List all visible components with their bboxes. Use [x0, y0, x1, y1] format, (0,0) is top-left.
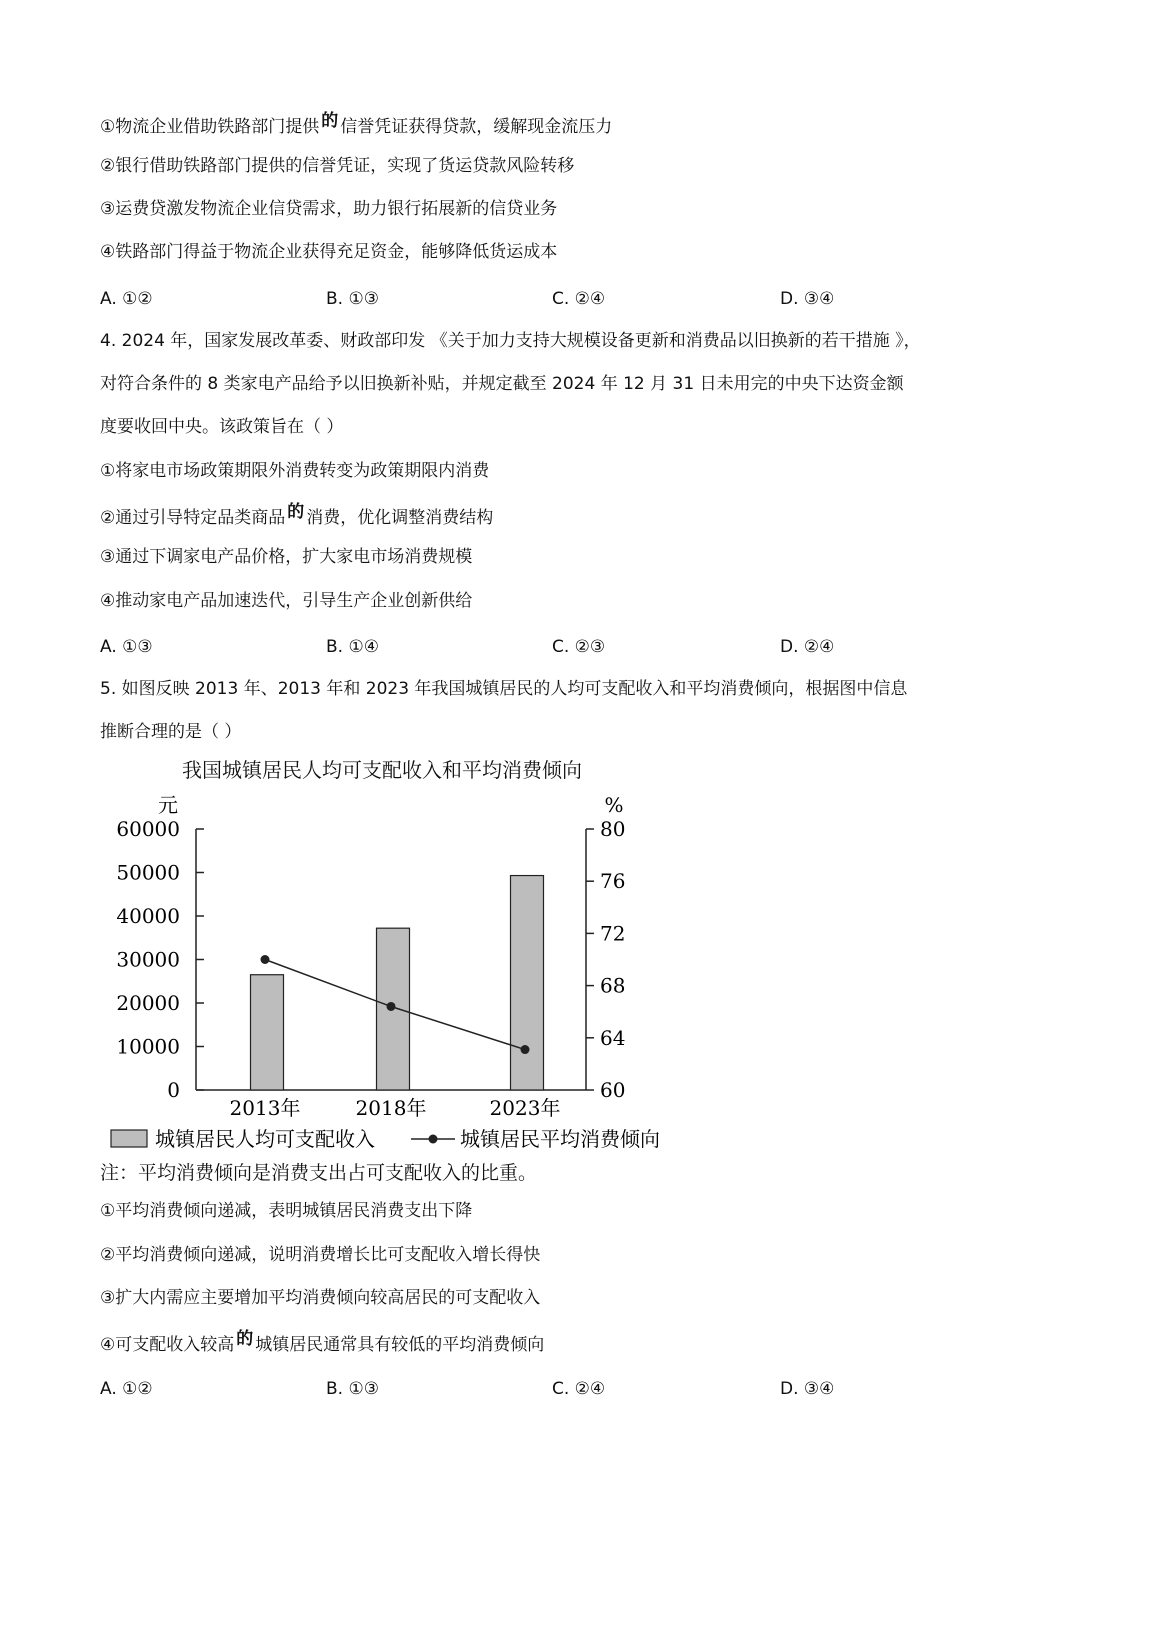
q4-stem-line3: 度要收回中央。该政策旨在（ ） [100, 417, 344, 437]
left-axis-unit: 元 [158, 793, 178, 817]
q5-statement-3: ③扩大内需应主要增加平均消费倾向较高居民的可支配收入 [100, 1288, 541, 1308]
q4-stem-line2: 对符合条件的 8 类家电产品给予以旧换新补贴，并规定截至 2024 年 12 月 31 日未用完的中央下达资金额 [100, 374, 904, 394]
q5-option-a[interactable]: A. ①② [100, 1379, 153, 1399]
chart-title: 我国城镇居民人均可支配收入和平均消费倾向 [182, 758, 582, 782]
legend-bar-label: 城镇居民人均可支配收入 [155, 1127, 375, 1151]
right-axis-tick-label: 60 [600, 1078, 626, 1102]
consumption-point [387, 1002, 396, 1011]
q5-statement-4: ④可支配收入较高 的 城镇居民通常具有较低的平均消费倾向 [100, 1329, 545, 1355]
left-axis-tick-label: 50000 [116, 860, 180, 885]
q5-option-b[interactable]: B. ①③ [326, 1379, 379, 1399]
legend-line-label: 城镇居民平均消费倾向 [460, 1127, 660, 1151]
q5-option-c[interactable]: C. ②④ [552, 1379, 606, 1399]
q3-statement-3: ③运费贷激发物流企业信贷需求，助力银行拓展新的信贷业务 [100, 199, 558, 219]
q5-statement-2: ②平均消费倾向递减，说明消费增长比可支配收入增长得快 [100, 1245, 541, 1265]
q4-option-d[interactable]: D. ②④ [780, 637, 835, 657]
q3-statement-4: ④铁路部门得益于物流企业获得充足资金，能够降低货运成本 [100, 242, 558, 262]
q4-statement-2: ②通过引导特定品类商品 的 消费，优化调整消费结构 [100, 502, 494, 528]
left-axis-tick-label: 60000 [116, 817, 180, 841]
q4-statement-1: ①将家电市场政策期限外消费转变为政策期限内消费 [100, 461, 490, 481]
q3-statement-2: ②银行借助铁路部门提供的信誉凭证，实现了货运贷款风险转移 [100, 156, 575, 176]
q5-statement-1: ①平均消费倾向递减，表明城镇居民消费支出下降 [100, 1201, 473, 1221]
left-axis-tick-label: 40000 [116, 904, 180, 928]
income-bar [251, 975, 284, 1090]
q4-option-c[interactable]: C. ②③ [552, 637, 606, 657]
q4-option-a[interactable]: A. ①③ [100, 637, 153, 657]
chart-note: 注：平均消费倾向是消费支出占可支配收入的比重。 [100, 1162, 538, 1184]
right-axis-tick-label: 64 [600, 1025, 626, 1050]
q3-option-c[interactable]: C. ②④ [552, 289, 606, 309]
consumption-point [521, 1045, 530, 1054]
chart-legend [111, 1127, 660, 1151]
income-consumption-chart [0, 780, 720, 1160]
bar-series [251, 876, 544, 1090]
q4-statement-4: ④推动家电产品加速迭代，引导生产企业创新供给 [100, 591, 473, 611]
right-axis-tick-label: 72 [600, 921, 626, 946]
left-axis-tick-label: 10000 [116, 1034, 180, 1059]
x-tick-label: 2018年 [355, 1096, 427, 1120]
right-axis-unit: % [604, 793, 624, 817]
left-axis-tick-label: 30000 [116, 947, 180, 972]
legend-bar-swatch [111, 1130, 147, 1147]
q4-option-b[interactable]: B. ①④ [326, 637, 379, 657]
x-tick-label: 2013年 [229, 1096, 301, 1120]
q3-statement-1: ①物流企业借助铁路部门提供 的 信誉凭证获得贷款，缓解现金流压力 [100, 111, 613, 137]
right-axis-tick-label: 76 [600, 869, 626, 894]
q5-stem-line1: 5. 如图反映 2013 年、2013 年和 2023 年我国城镇居民的人均可支配收入和平均消费倾向，根据图中信息 [100, 679, 908, 699]
q4-statement-3: ③通过下调家电产品价格，扩大家电市场消费规模 [100, 547, 473, 567]
x-tick-labels [230, 1096, 561, 1120]
q3-option-d[interactable]: D. ③④ [780, 289, 835, 309]
q3-option-a[interactable]: A. ①② [100, 289, 153, 309]
chart-axes [116, 817, 625, 1102]
income-bar [511, 876, 544, 1090]
x-tick-label: 2023年 [489, 1096, 561, 1120]
q4-stem-line1: 4. 2024 年，国家发展改革委、财政部印发 《关于加力支持大规模设备更新和消费品以旧换新的若干措施 》， [100, 331, 921, 351]
q5-stem-line2: 推断合理的是（ ） [100, 722, 242, 742]
legend-line-marker [429, 1135, 438, 1144]
q3-option-b[interactable]: B. ①③ [326, 289, 379, 309]
q5-option-d[interactable]: D. ③④ [780, 1379, 835, 1399]
right-axis-tick-label: 68 [600, 973, 626, 998]
right-axis-tick-label: 80 [600, 817, 626, 841]
consumption-point [261, 955, 270, 964]
left-axis-tick-label: 20000 [116, 991, 180, 1015]
left-axis-tick-label: 0 [167, 1078, 180, 1102]
